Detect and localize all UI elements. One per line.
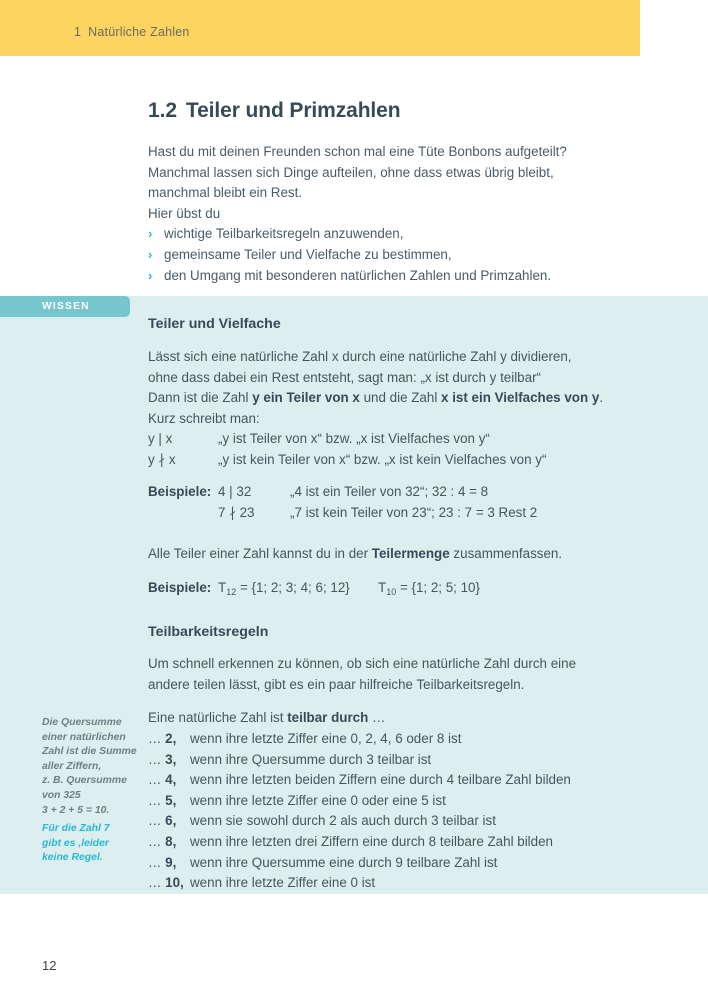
rule-prefix: … (148, 813, 162, 829)
definition-text: und die Zahl (359, 390, 442, 406)
rule-row (148, 791, 618, 812)
teilermenge-text: zusammenfassen. (449, 546, 563, 561)
list-item-label: wichtige Teilbarkeitsregeln anzuwenden, (164, 226, 404, 242)
section-number: 1.2 (148, 99, 177, 122)
rule-number: 10, (165, 875, 184, 891)
rule-prefix: … (148, 854, 162, 870)
notation-symbol: y | x (148, 431, 173, 446)
rule-row (148, 853, 618, 874)
notation-meaning: „y ist Teiler von x“ bzw. „x ist Vielfaches von y“ (218, 431, 490, 446)
rules-lead-line (148, 708, 618, 729)
chevron-right-icon: › (148, 246, 153, 262)
margin-note-line: 3 + 2 + 5 = 10. (42, 804, 110, 816)
margin-note-line: Die Quersumme (42, 717, 122, 728)
set-index: 12 (226, 587, 237, 597)
rule-divisor (148, 750, 190, 771)
rule-row (148, 811, 618, 832)
rule-number: 6, (165, 813, 177, 829)
set-value: = {1; 2; 5; 10} (399, 580, 480, 595)
teilermenge-examples (148, 578, 618, 600)
definition-line: ohne dass dabei ein Rest entsteht, sagt man: „x ist durch y teilbar“ (148, 369, 541, 385)
chapter-title: Natürliche Zahlen (88, 25, 190, 39)
examples-table (148, 482, 618, 523)
teilermenge-text: Alle Teiler einer Zahl kannst du in der (148, 546, 372, 561)
rule-prefix: … (148, 792, 162, 808)
example-text: „4 ist ein Teiler von 32“; 32 : 4 = 8 (290, 484, 489, 499)
rule-row (148, 832, 618, 853)
rule-text: wenn ihre Quersumme durch 3 teilbar ist (190, 751, 432, 767)
rule-number: 2, (165, 731, 177, 746)
rules-list (148, 729, 618, 894)
definition-text: Dann ist die Zahl (148, 390, 253, 406)
rule-divisor (148, 853, 190, 874)
examples-label: Beispiele: (148, 484, 212, 499)
rule-prefix: … (148, 772, 162, 788)
regeln-intro-line: Um schnell erkennen zu können, ob sich eine natürliche Zahl durch eine (148, 656, 577, 671)
rule-prefix: … (148, 731, 162, 746)
rule-divisor (148, 770, 190, 791)
notation-list (148, 429, 618, 470)
rule-row (148, 750, 618, 771)
list-item-label: den Umgang mit besonderen natürlichen Zahlen und Primzahlen. (164, 267, 552, 283)
page-number: 12 (42, 958, 57, 973)
rules-lead (148, 708, 618, 729)
example-text: „7 ist kein Teiler von 23“; 23 : 7 = 3 Rest 2 (290, 504, 538, 520)
block-heading: Teilbarkeitsregeln (148, 624, 269, 640)
set-name: T (378, 580, 387, 595)
chapter-number: 1 (74, 25, 82, 39)
margin-note-accent-line: gibt es ‚leider (42, 837, 109, 849)
rule-number: 5, (165, 792, 177, 808)
margin-note-line: Zahl ist die Summe (42, 746, 137, 758)
list-item (148, 245, 618, 266)
list-item (148, 224, 618, 245)
list-item (148, 266, 618, 287)
notation-meaning: „y ist kein Teiler von x“ bzw. „x ist kein Vielfaches von y“ (218, 451, 547, 467)
example-notation: 7 ∤ 23 (218, 504, 255, 520)
set-name: T (218, 580, 227, 595)
teilermenge-paragraph (148, 544, 618, 565)
rule-divisor (148, 811, 190, 832)
rule-number: 9, (165, 854, 177, 870)
table-row (148, 482, 537, 503)
rule-text: wenn ihre Quersumme eine durch 9 teilbare Zahl ist (190, 854, 498, 870)
rule-text: wenn ihre letzte Ziffer eine 0 ist (190, 875, 376, 891)
table-row (148, 503, 537, 524)
notation-row (148, 429, 618, 450)
rule-row (148, 770, 618, 791)
margin-note-line: aller Ziffern, (42, 760, 102, 772)
list-item-label: gemeinsame Teiler und Vielfache zu bestimmen, (164, 246, 452, 262)
rule-prefix: … (148, 751, 162, 767)
set-value: = {1; 2; 3; 4; 6; 12} (239, 580, 350, 595)
rule-number: 8, (165, 833, 177, 849)
chevron-right-icon: › (148, 226, 153, 242)
chevron-right-icon: › (148, 267, 153, 283)
block-teiler-und-vielfache (148, 314, 618, 335)
example-notation: 4 | 32 (218, 484, 252, 499)
sets-label: Beispiele: (148, 580, 212, 595)
rule-text: wenn ihre letzte Ziffer eine 0, 2, 4, 6 oder 8 ist (190, 731, 462, 746)
examples-label-spacer (148, 503, 218, 524)
notation-symbol: y ∤ x (148, 451, 176, 467)
rule-text: wenn ihre letzten beiden Ziffern eine durch 4 teilbare Zahl bilden (190, 772, 571, 788)
intro-cue: Hier übst du (148, 205, 221, 221)
definition-line: Lässt sich eine natürliche Zahl x durch eine natürliche Zahl y dividieren, (148, 349, 572, 364)
set-entry (378, 580, 480, 595)
rule-divisor (148, 729, 190, 750)
rules-lead-emphasis: teilbar durch (287, 710, 369, 725)
regeln-intro-line: andere teilen lässt, gibt es ein paar hilfreiche Teilbarkeitsregeln. (148, 676, 525, 692)
examples-grid (148, 482, 537, 523)
rule-divisor (148, 791, 190, 812)
intro-paragraph (148, 142, 618, 204)
teilermenge-emphasis: Teilermenge (371, 546, 450, 561)
definition-line: Kurz schreibt man: (148, 410, 260, 426)
rule-number: 3, (165, 751, 177, 767)
rule-row (148, 729, 618, 750)
margin-note-accent-line: keine Regel. (42, 852, 103, 864)
rule-prefix: … (148, 875, 162, 891)
page-title (148, 99, 400, 123)
margin-note-line: einer natürlichen (42, 731, 126, 743)
knowledge-box-tab (0, 296, 130, 317)
definition-line (148, 388, 618, 409)
running-header-text (74, 25, 190, 39)
table-row (148, 578, 618, 600)
objectives-list (148, 224, 618, 286)
rules-lead-text: … (368, 710, 386, 725)
intro-line: Manchmal lassen sich Dinge aufteilen, ohne dass etwas übrig bleibt, (148, 164, 554, 180)
rule-text: wenn ihre letzte Ziffer eine 0 oder eine 5 ist (190, 792, 446, 808)
set-entry (218, 578, 378, 600)
section-title-text: Teiler und Primzahlen (185, 99, 401, 122)
margin-note-line: von 325 (42, 789, 81, 801)
margin-note-accent-line: Für die Zahl 7 (42, 823, 110, 835)
knowledge-box-tab-label: WISSEN (42, 301, 90, 312)
intro-line: Hast du mit deinen Freunden schon mal eine Tüte Bonbons aufgeteilt? (148, 144, 567, 159)
teiler-definition (148, 347, 618, 429)
rule-number: 4, (165, 772, 177, 788)
rule-divisor (148, 873, 190, 894)
rule-row (148, 873, 618, 894)
definition-emphasis: x ist ein Vielfaches von y (441, 390, 600, 406)
notation-row (148, 450, 618, 471)
block-teilbarkeitsregeln (148, 622, 618, 643)
rule-text: wenn ihre letzten drei Ziffern eine durch 8 teilbare Zahl bilden (190, 833, 553, 849)
definition-emphasis: y ein Teiler von x (252, 390, 360, 406)
block-heading: Teiler und Vielfache (148, 316, 281, 332)
rule-text: wenn sie sowohl durch 2 als auch durch 3 teilbar ist (190, 813, 496, 829)
rules-lead-text: Eine natürliche Zahl ist (148, 710, 288, 725)
rule-divisor (148, 832, 190, 853)
rule-prefix: … (148, 833, 162, 849)
regeln-intro (148, 654, 618, 695)
intro-line: manchmal bleibt ein Rest. (148, 185, 303, 201)
margin-note-line: z. B. Quersumme (42, 775, 127, 787)
set-index: 10 (386, 587, 397, 597)
margin-note (42, 716, 140, 866)
intro-block (148, 142, 618, 286)
running-header (0, 0, 640, 56)
definition-text: . (599, 390, 604, 406)
teilermenge-line (148, 544, 618, 565)
